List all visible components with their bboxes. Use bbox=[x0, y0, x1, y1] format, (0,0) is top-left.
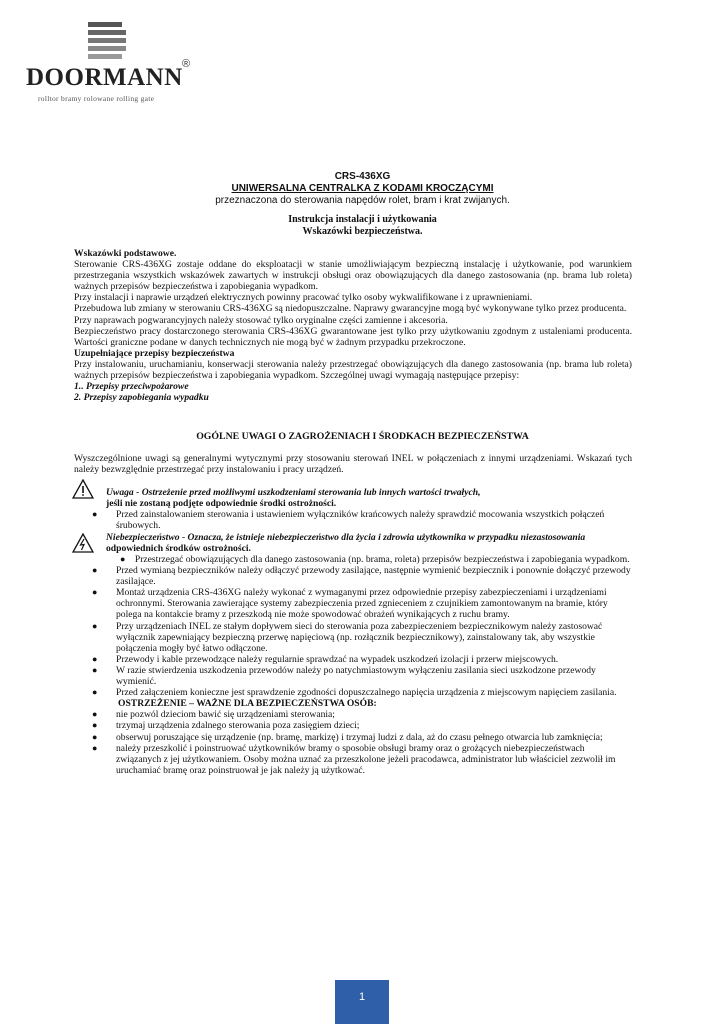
document-title: UNIWERSALNA CENTRALKA Z KODAMI KROCZĄCYMI bbox=[231, 183, 494, 194]
list-item: ● Przewody i kable przewodzące należy regularnie sprawdzać na wypadek uszkodzeń izolacji i przerw miejscowych. bbox=[92, 653, 559, 665]
instruction-title: Instrukcja instalacji i użytkowania bbox=[288, 214, 437, 225]
basic-guidelines-section bbox=[74, 248, 632, 403]
bullet-icon: ● bbox=[92, 664, 98, 675]
list-item: ● obserwuj poruszające się urządzenie (np. bramę, markizę) i trzymaj ludzi z dala, aż do czasu pełnego otwarcia lub zamknięcia; bbox=[92, 731, 603, 743]
basics-heading: Wskazówki podstawowe. bbox=[74, 248, 177, 259]
basics-paragraph: Sterowanie CRS-436XG zostaje oddane do eksploatacji w stanie umożliwiającym bezpieczną instalację i użytkowanie, pod warunkiem przestrzegania wszystkich wskazówek zawartych w instrukcji obsługi oraz obowiązujących dla danego zastosowania (np. brama lub roleta) ważnych przepisów bezpieczeństwa i zapobiegania wypadkom. bbox=[74, 259, 632, 293]
bullet-icon: ● bbox=[92, 653, 98, 664]
bullet-icon: ● bbox=[92, 509, 98, 520]
danger-line: Niebezpieczeństwo - Oznacza, że istnieje niebezpieczeństwo dla życia i zdrowia użytkownika w przypadku niezastosowania bbox=[106, 532, 586, 543]
basics-paragraph: Przy instalacji i naprawie urządzeń elektrycznych powinny pracować tylko osoby wykwalifikowane i z uprawnieniami. bbox=[74, 292, 533, 304]
list-item: ● nie pozwól dzieciom bawić się urządzeniami sterowania; bbox=[92, 709, 335, 721]
page-number: 1 bbox=[335, 980, 389, 1024]
supplementary-heading: Uzupełniające przepisy bezpieczeństwa bbox=[74, 347, 235, 359]
regulation-item: 1.. Przepisy przeciwpożarowe bbox=[74, 381, 189, 393]
safety-title: Wskazówki bezpieczeństwa. bbox=[302, 226, 423, 237]
caution-line: jeśli nie zostaną podjęte odpowiednie środki ostrożności. bbox=[106, 498, 337, 510]
list-item: ● Montaż urządzenia CRS-436XG należy wykonać z wymaganymi przez odpowiednie przepisy zabezpieczeniami i urządzeniami ochronnymi. Sterowania zawierające systemy zabezpieczenia przed zgnieceniem z czujnikiem zamontowanym na bramie, który polega na kontakcie bramy z przeszkodą nie może spowodować obrażeń wynikających z ruchu bramy. bbox=[92, 587, 608, 621]
list-item: ● W razie stwierdzenia uszkodzenia przewodów należy po natychmiastowym wyłączeniu zasilania sieci uszkodzone przewody wymienić. bbox=[92, 664, 596, 688]
danger-block bbox=[74, 532, 632, 554]
bullet-icon: ● bbox=[92, 742, 98, 753]
list-item: ● Przed załączeniem konieczne jest sprawdzenie zgodności dopuszczalnego napięcia urządzenia z miejscowym napięciem zasilania. bbox=[92, 687, 617, 699]
hazards-intro bbox=[74, 453, 632, 475]
caution-line: Uwaga - Ostrzeżenie przed możliwymi uszkodzeniami sterowania lub innych wartości trwałych, bbox=[106, 487, 481, 498]
bullet-icon: ● bbox=[92, 587, 98, 598]
logo-stripes-icon bbox=[86, 22, 156, 62]
registered-mark: ® bbox=[182, 58, 191, 70]
bullet-icon: ● bbox=[92, 731, 98, 742]
basics-paragraph: Bezpieczeństwo pracy dostarczonego sterowania CRS-436XG gwarantowane jest tylko przy użytkowaniu zgodnym z ustaleniami producenta. Wartości graniczne podane w danych technicznych nie mogą być w żadnym przypadku przekroczone. bbox=[74, 325, 632, 348]
document-subtitle: przeznaczona do sterowania napędów rolet, bram i krat zwijanych. bbox=[215, 195, 510, 206]
basics-paragraph: Przy naprawach pogwarancyjnych należy stosować tylko oryginalne części zamienne i akcesoria. bbox=[74, 314, 448, 326]
caution-item: ● Przed zainstalowaniem sterowania i ustawieniem wyłączników krańcowych należy sprawdzić mocowania wszystkich połączeń śrubowych. bbox=[92, 509, 605, 532]
bullet-icon: ● bbox=[92, 620, 98, 631]
list-item: ● trzymaj urządzenia zdalnego sterowania poza zasięgiem dzieci; bbox=[92, 720, 360, 732]
list-item: ● Przed wymianą bezpieczników należy odłączyć przewody zasilające, następnie wymienić bezpiecznik i ponownie dołączyć przewody zasilające. bbox=[92, 565, 631, 588]
bullet-icon: ● bbox=[92, 565, 98, 576]
list-item: ● Przestrzegać obowiązujących dla danego zastosowania (np. brama, roleta) przepisów bezpieczeństwa i zapobiegania wypadkom. bbox=[120, 554, 630, 565]
bullet-icon: ● bbox=[92, 720, 98, 731]
logo-tagline: rolltor bramy rolowane rolling gate bbox=[38, 94, 155, 103]
model-heading: CRS-436XG bbox=[334, 171, 391, 182]
basics-paragraph: Przebudowa lub zmiany w sterowaniu CRS-436XG są niedopuszczalne. Naprawy gwarancyjne mogą być wykonywane tylko przez producenta. bbox=[74, 303, 627, 315]
list-item: ● należy przeszkolić i poinstruować użytkowników bramy o sposobie obsługi bramy oraz o grożących niebezpieczeństwach związanych z jej użytkowaniem. Osoby można uznać za przeszkolone jeżeli pracodawca, administrator lub właściciel zezwolił im uruchamiać bramę oraz poinstruował je jak należy ją użytkować. bbox=[92, 742, 616, 776]
company-logo bbox=[26, 22, 196, 106]
caution-block bbox=[74, 487, 632, 531]
bullet-icon: ● bbox=[92, 709, 98, 720]
danger-items-list bbox=[74, 554, 632, 776]
logo-brand-name: DOORMANN bbox=[26, 64, 183, 91]
danger-line: odpowiednich środków ostrożności. bbox=[106, 543, 251, 555]
bullet-icon: ● bbox=[120, 554, 128, 564]
intro-paragraph: Wyszczególnione uwagi są generalnymi wytycznymi przy stosowaniu sterowań INEL w połączeniach z innymi urządzeniami. Wskazań tych należy bezwzględnie przestrzegać przy instalowaniu i pracy urządzeń. bbox=[74, 453, 632, 476]
persons-warning-title: OSTRZEŻENIE – WAŻNE DLA BEZPIECZEŃSTWA OSÓB: bbox=[118, 698, 377, 710]
regulation-item: 2. Przepisy zapobiegania wypadku bbox=[74, 392, 209, 404]
basics-paragraph: Przy instalowaniu, uruchamianiu, konserwacji sterowania należy przestrzegać obowiązujących dla danego zastosowania (np. brama lub roleta) ważnych przepisów bezpieczeństwa i zapobiegania wypadkom. Szczególnej uwagi wymagają następujące przepisy: bbox=[74, 358, 632, 382]
list-item: ● Przy urządzeniach INEL ze stałym dopływem sieci do sterowania poza zabezpieczeniem bezpiecznikowym należy zastosować wyłącznik zapewniający bezpieczną przerwę napięciową (np. rozłącznik bezpiecznikowy), zainstalowany tak, aby wszystkie połączenia mogły być łatwo odłączone. bbox=[92, 620, 603, 654]
hazards-section-title: OGÓLNE UWAGI O ZAGROŻENIACH I ŚRODKACH BEZPIECZEŃSTWA bbox=[196, 431, 529, 442]
bullet-icon: ● bbox=[92, 687, 98, 698]
